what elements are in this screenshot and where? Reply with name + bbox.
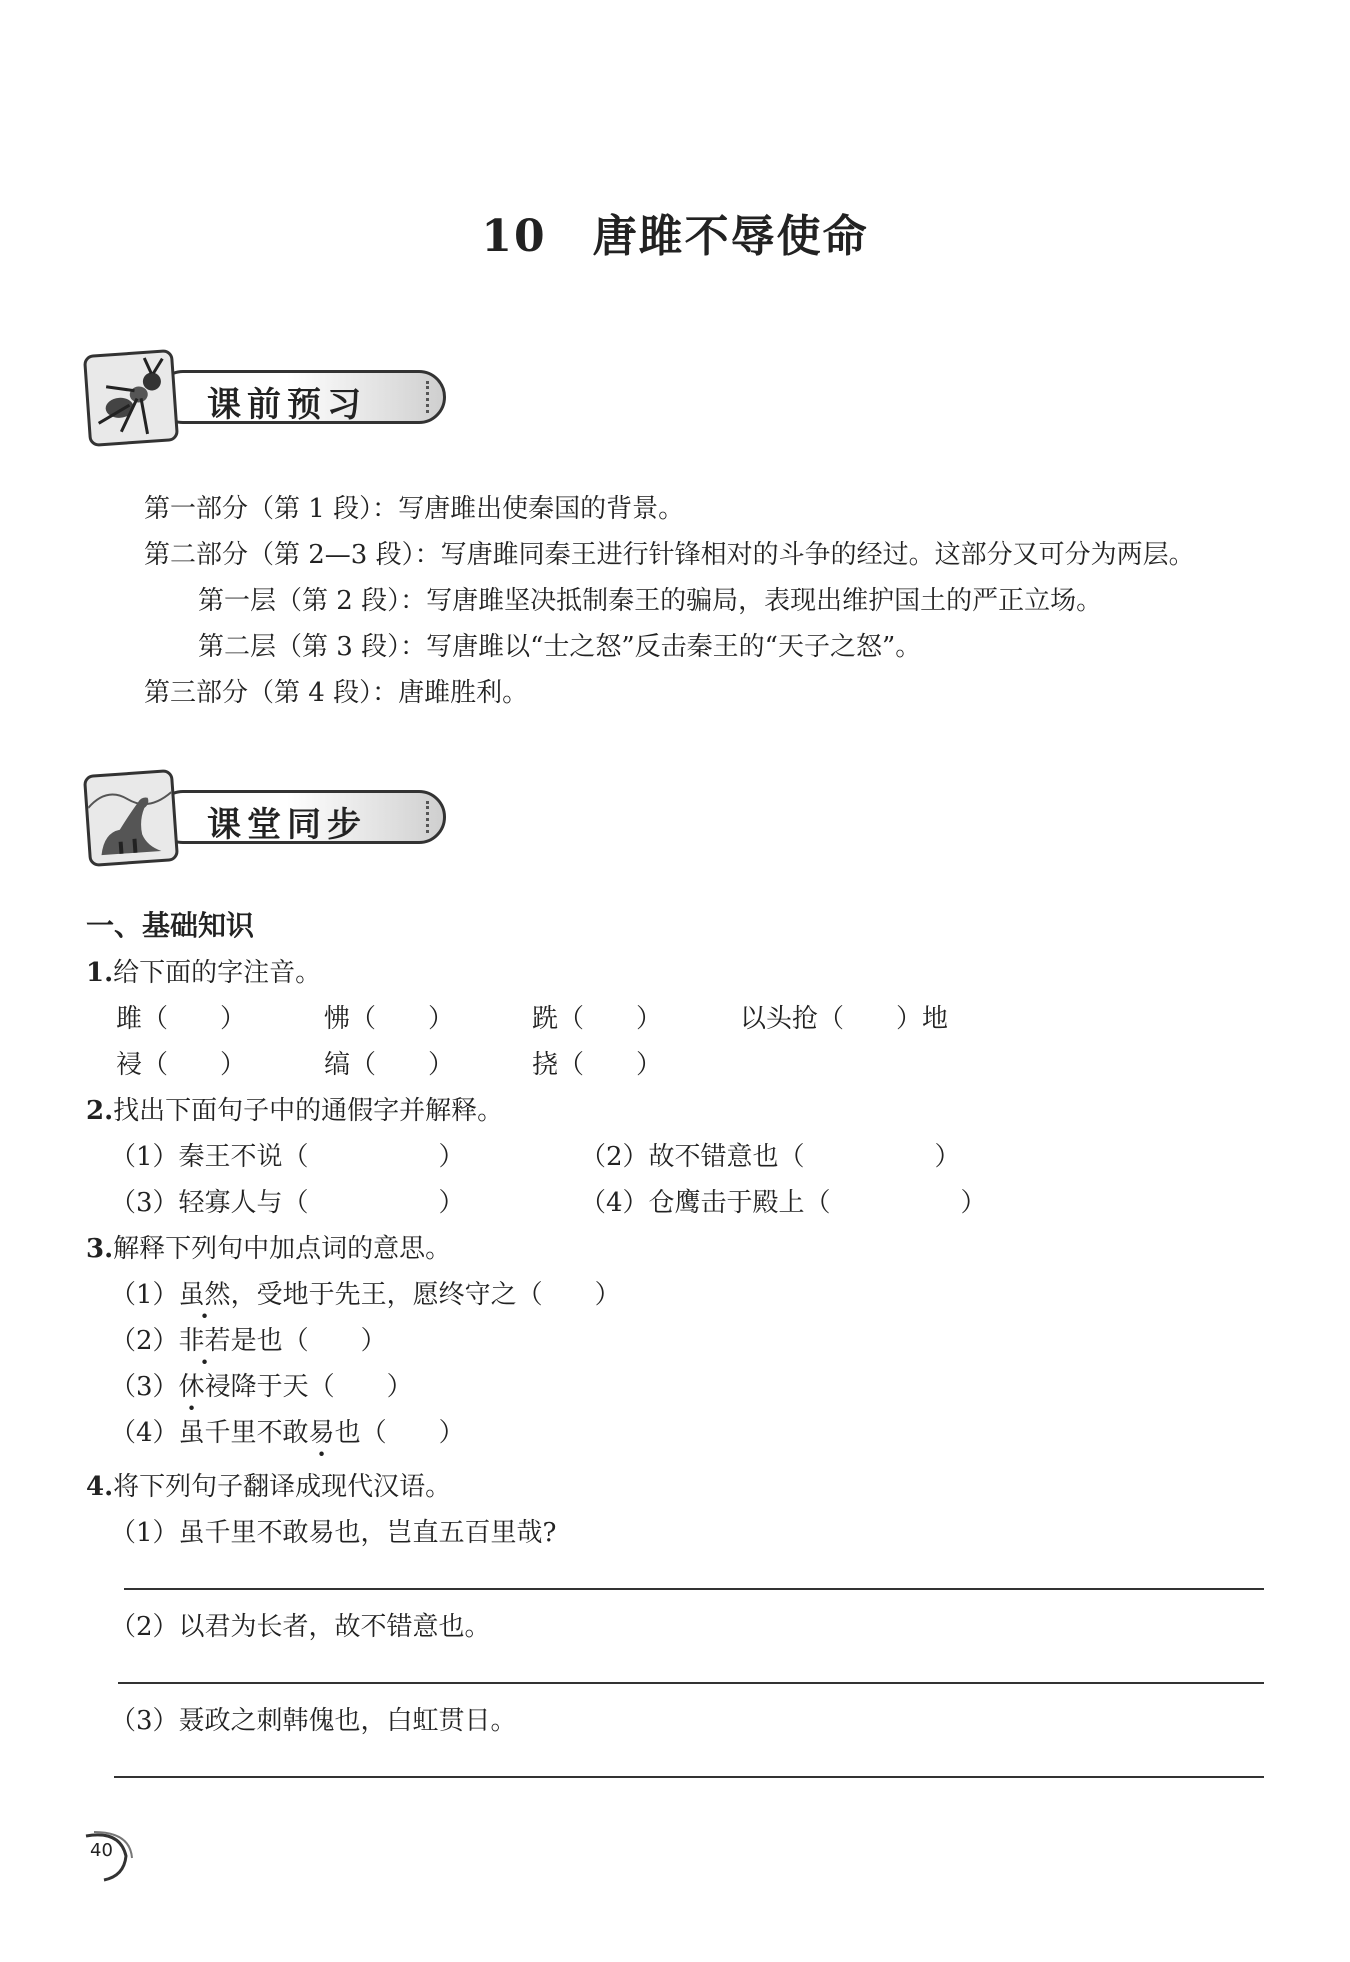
answer-line[interactable] [124,1588,1264,1590]
q1-item: 跣（ ） [532,1004,663,1034]
lesson-number: 10 [481,211,547,262]
question-2-text: 找出下面句子中的通假字并解释。 [113,1096,504,1126]
question-1 [86,952,321,989]
q2-item: （1）秦王不说（ ） [110,1142,465,1172]
q3-item [110,1320,387,1357]
question-3 [86,1228,451,1265]
q1-item: 祲（ ） [116,1050,247,1080]
q2-item: （3）轻寡人与（ ） [110,1188,465,1218]
classroom-banner [86,772,386,872]
classroom-banner-pill [156,790,446,844]
preview-line-4: 第二层（第 3 段）：写唐雎以“士之怒”反击秦王的“天子之怒”。 [198,632,922,662]
q3-dotted-word: 休 [178,1372,205,1402]
q3-item-prefix: （2） [110,1326,179,1356]
preview-line-5: 第三部分（第 4 段）：唐雎胜利。 [144,678,529,708]
preview-banner-label: 课前预习 [207,385,367,425]
page-number-text: 40 [90,1840,113,1861]
question-4 [86,1466,451,1503]
dinosaur-icon [83,769,179,867]
q3-item-suffix: ，受地于先王，愿终守之（ ） [230,1280,621,1310]
q4-item: （2）以君为长者，故不错意也。 [110,1612,491,1642]
q3-dotted-word: 易 [308,1418,335,1448]
ant-icon [83,349,179,447]
question-4-number: 4. [86,1472,114,1502]
q2-item: （4）仓鹰击于殿上（ ） [580,1188,987,1218]
q1-item: 挠（ ） [532,1050,663,1080]
q3-item-prefix: （1） [110,1280,179,1310]
q3-item [110,1274,621,1311]
q3-item [110,1412,465,1449]
q1-item: 怫（ ） [324,1004,455,1034]
question-1-number: 1. [86,958,114,988]
page-number [80,1826,136,1882]
q3-item-suffix: 也（ ） [334,1418,465,1448]
question-1-text: 给下面的字注音。 [113,958,322,988]
q3-dotted-word: 非若 [178,1326,231,1356]
q2-item: （2）故不错意也（ ） [580,1142,961,1172]
question-3-number: 3. [86,1234,114,1264]
q3-item-suffix: 祲降于天（ ） [204,1372,413,1402]
part1-heading: 一、基础知识 [86,909,255,942]
q3-item [110,1366,413,1403]
answer-line[interactable] [118,1682,1264,1684]
preview-banner [86,352,386,452]
page-title [0,200,1350,264]
q1-item: 缟（ ） [324,1050,455,1080]
q3-dotted-word: 虽然 [178,1280,231,1310]
classroom-banner-label: 课堂同步 [207,805,367,845]
q3-item-prefix: （3） [110,1372,179,1402]
answer-line[interactable] [114,1776,1264,1778]
q1-item: 雎（ ） [116,1004,247,1034]
preview-line-3: 第一层（第 2 段）：写唐雎坚决抵制秦王的骗局，表现出维护国土的严正立场。 [198,586,1103,616]
lesson-title: 唐雎不辱使命 [592,211,869,262]
question-2-number: 2. [86,1096,114,1126]
question-2 [86,1090,503,1127]
q1-item: 以头抢（ ）地 [740,1004,949,1034]
q4-item: （1）虽千里不敢易也，岂直五百里哉? [110,1518,557,1548]
q3-item-suffix: 是也（ ） [230,1326,387,1356]
question-3-text: 解释下列句中加点词的意思。 [113,1234,452,1264]
preview-banner-pill [156,370,446,424]
question-4-text: 将下列句子翻译成现代汉语。 [113,1472,452,1502]
q3-item-prefix: （4）虽千里不敢 [110,1418,309,1448]
preview-line-2: 第二部分（第 2—3 段）：写唐雎同秦王进行针锋相对的斗争的经过。这部分又可分为两层。 [144,540,1195,570]
preview-line-1: 第一部分（第 1 段）：写唐雎出使秦国的背景。 [144,494,685,524]
q4-item: （3）聂政之刺韩傀也，白虹贯日。 [110,1706,517,1736]
